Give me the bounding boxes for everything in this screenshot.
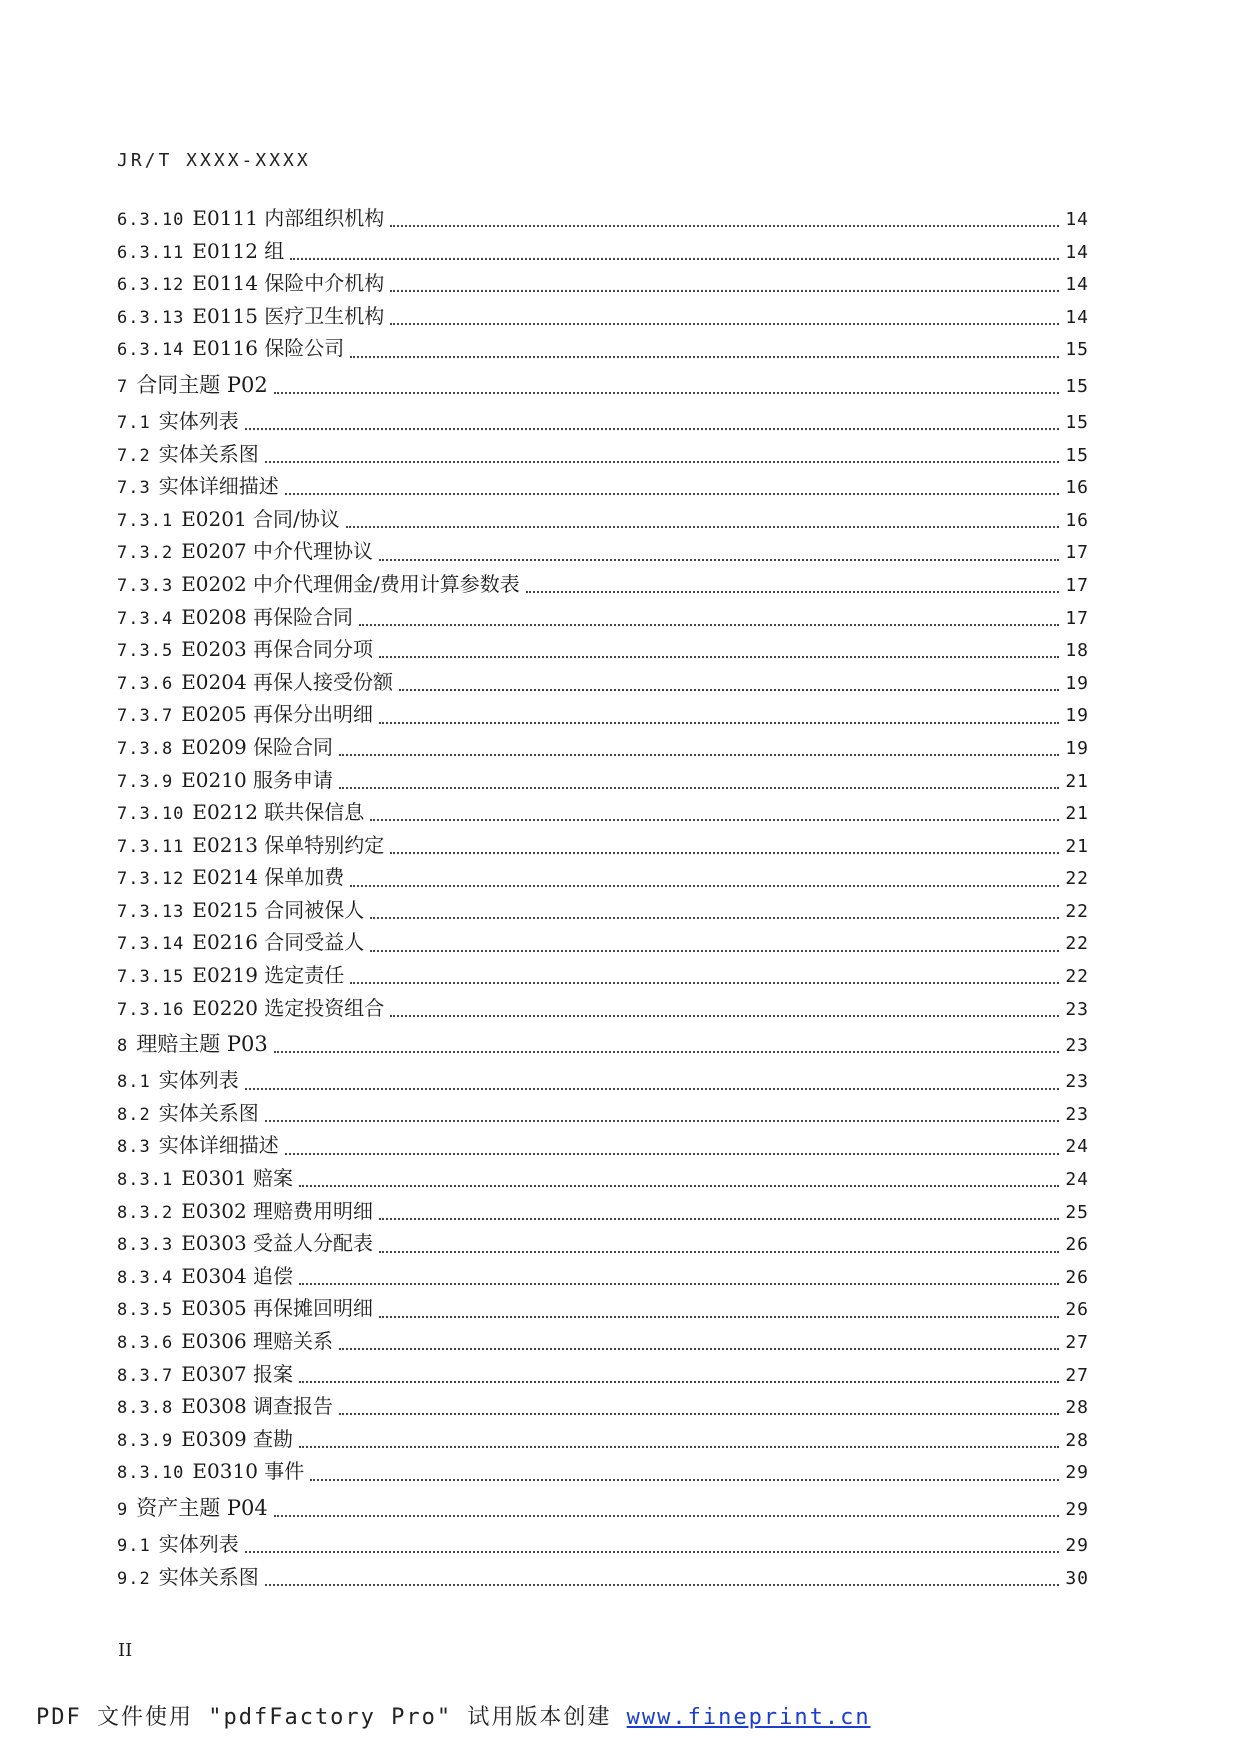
toc-entry[interactable] xyxy=(117,1358,1089,1391)
toc-dot-leader xyxy=(310,1479,1059,1481)
toc-dot-leader xyxy=(245,1088,1059,1090)
toc-entry-page: 14 xyxy=(1065,209,1089,230)
toc-entry-page: 15 xyxy=(1065,375,1089,397)
toc-entry[interactable] xyxy=(117,731,1089,764)
toc-entry[interactable] xyxy=(117,1455,1089,1488)
toc-entry[interactable] xyxy=(117,535,1089,568)
toc-entry-title: E0203 再保合同分项 xyxy=(181,637,374,662)
toc-entry[interactable] xyxy=(117,698,1089,731)
toc-entry-number: 7.2 xyxy=(117,445,151,466)
toc-entry[interactable] xyxy=(117,1097,1089,1130)
toc-dot-leader xyxy=(390,323,1059,325)
toc-dot-leader xyxy=(379,1218,1059,1220)
toc-entry-title: E0214 保单加费 xyxy=(192,865,345,890)
toc-dot-leader xyxy=(299,1381,1059,1383)
toc-entry-number: 7.3.9 xyxy=(117,771,174,792)
toc-entry-title: E0215 合同被保人 xyxy=(192,897,365,922)
toc-entry[interactable] xyxy=(117,267,1089,300)
toc-entry-title: E0310 事件 xyxy=(192,1459,305,1484)
toc-entry-page: 23 xyxy=(1065,1103,1089,1125)
toc-entry-title: E0220 选定投资组合 xyxy=(192,995,385,1020)
toc-entry-number: 7.1 xyxy=(117,412,151,433)
toc-dot-leader xyxy=(245,428,1059,430)
toc-entry[interactable] xyxy=(117,365,1089,405)
toc-dot-leader xyxy=(370,950,1059,952)
toc-entry[interactable] xyxy=(117,1390,1089,1423)
toc-entry[interactable] xyxy=(117,992,1089,1025)
toc-entry[interactable] xyxy=(117,1423,1089,1456)
toc-entry-page: 14 xyxy=(1065,241,1089,263)
toc-entry-number: 9 xyxy=(117,1499,129,1520)
toc-entry-number: 8.3.6 xyxy=(117,1333,174,1353)
toc-dot-leader xyxy=(265,1584,1059,1586)
toc-entry-number: 8.3 xyxy=(117,1137,151,1158)
toc-entry-title: E0213 保单特别约定 xyxy=(192,832,385,857)
toc-entry[interactable] xyxy=(117,861,1089,894)
toc-dot-leader xyxy=(274,1515,1059,1517)
toc-entry-title: E0116 保险公司 xyxy=(192,336,345,361)
toc-entry[interactable] xyxy=(117,332,1089,365)
toc-entry-number: 8.3.4 xyxy=(117,1267,174,1288)
toc-entry-title: E0301 赔案 xyxy=(181,1166,294,1191)
toc-entry[interactable] xyxy=(117,894,1089,927)
toc-dot-leader xyxy=(299,1446,1059,1448)
toc-dot-leader xyxy=(346,526,1059,528)
toc-entry-number: 7.3.7 xyxy=(117,706,174,727)
toc-entry-title: E0219 选定责任 xyxy=(192,963,345,988)
toc-entry-title: E0207 中介代理协议 xyxy=(181,539,374,564)
toc-entry-number: 7.3.6 xyxy=(117,673,174,694)
toc-entry-page: 15 xyxy=(1065,444,1089,466)
toc-dot-leader xyxy=(299,1185,1059,1187)
toc-entry-page: 17 xyxy=(1065,574,1089,596)
toc-entry-number: 8.3.1 xyxy=(117,1170,174,1191)
toc-entry-page: 28 xyxy=(1065,1429,1089,1451)
toc-entry-number: 7.3 xyxy=(117,478,151,499)
toc-dot-leader xyxy=(379,656,1059,658)
toc-entry-title: E0201 合同/协议 xyxy=(181,506,340,531)
toc-entry-title: E0204 再保人接受份额 xyxy=(181,669,394,694)
toc-entry-number: 7.3.3 xyxy=(117,575,174,596)
toc-entry-title: E0205 再保分出明细 xyxy=(181,702,374,727)
toc-entry-page: 15 xyxy=(1065,339,1089,361)
toc-entry-title: E0210 服务申请 xyxy=(181,767,334,792)
toc-entry[interactable] xyxy=(117,959,1089,992)
toc-entry-number: 7 xyxy=(117,376,129,397)
toc-entry-page: 29 xyxy=(1065,1498,1089,1520)
toc-dot-leader xyxy=(350,982,1059,984)
toc-entry[interactable] xyxy=(117,666,1089,699)
toc-entry-title: 资产主题 P04 xyxy=(136,1495,268,1520)
toc-entry[interactable] xyxy=(117,568,1089,601)
toc-entry[interactable] xyxy=(117,1292,1089,1325)
toc-dot-leader xyxy=(285,1153,1059,1155)
toc-entry[interactable] xyxy=(117,470,1089,503)
toc-entry-number: 7.3.8 xyxy=(117,738,174,759)
toc-entry-page: 21 xyxy=(1065,770,1089,792)
toc-entry-number: 8.2 xyxy=(117,1104,151,1125)
toc-entry-page: 23 xyxy=(1065,998,1089,1020)
toc-entry-number: 8.3.9 xyxy=(117,1430,174,1451)
toc-entry-title: E0307 报案 xyxy=(181,1361,294,1386)
toc-dot-leader xyxy=(339,754,1059,756)
toc-entry-number: 8.3.2 xyxy=(117,1202,174,1223)
toc-entry-number: 7.3.11 xyxy=(117,836,185,857)
toc-dot-leader xyxy=(379,722,1059,724)
toc-entry[interactable] xyxy=(117,1260,1089,1293)
toc-entry-page: 16 xyxy=(1065,477,1089,499)
toc-entry[interactable] xyxy=(117,633,1089,666)
toc-entry-number: 6.3.11 xyxy=(117,242,185,263)
watermark-text: PDF 文件使用 "pdfFactory Pro" 试用版本创建 xyxy=(36,1705,627,1730)
toc-entry-number: 7.3.4 xyxy=(117,608,174,629)
toc-dot-leader xyxy=(390,225,1059,227)
table-of-contents xyxy=(117,202,1089,1593)
toc-entry-title: E0308 调查报告 xyxy=(181,1394,334,1419)
toc-entry-page: 22 xyxy=(1065,966,1089,988)
toc-dot-leader xyxy=(350,885,1059,887)
toc-entry[interactable] xyxy=(117,764,1089,797)
toc-entry-number: 6.3.10 xyxy=(117,210,185,230)
toc-entry-number: 7.3.12 xyxy=(117,869,185,890)
toc-entry-number: 6.3.12 xyxy=(117,275,185,296)
toc-entry-title: 实体详细描述 xyxy=(158,474,279,499)
toc-entry[interactable] xyxy=(117,503,1089,536)
toc-entry-title: E0216 合同受益人 xyxy=(192,930,365,955)
toc-entry-number: 9.2 xyxy=(117,1568,151,1589)
toc-entry-number: 8.3.7 xyxy=(117,1365,174,1386)
toc-dot-leader xyxy=(370,819,1059,821)
toc-entry-page: 15 xyxy=(1065,411,1089,433)
toc-entry-number: 6.3.13 xyxy=(117,307,185,328)
toc-entry-title: 实体列表 xyxy=(158,1531,239,1556)
toc-entry-title: E0202 中介代理佣金/费用计算参数表 xyxy=(181,571,520,596)
toc-entry[interactable] xyxy=(117,235,1089,268)
toc-entry-number: 8.3.5 xyxy=(117,1300,174,1321)
toc-entry-title: E0305 再保摊回明细 xyxy=(181,1296,374,1321)
toc-entry-number: 8.3.10 xyxy=(117,1463,185,1484)
toc-entry-title: E0212 联共保信息 xyxy=(192,800,365,825)
toc-entry-title: E0303 受益人分配表 xyxy=(181,1231,374,1256)
toc-entry-title: E0209 保险合同 xyxy=(181,734,334,759)
toc-dot-leader xyxy=(290,258,1059,260)
document-code-header: JR/T XXXX-XXXX xyxy=(117,150,311,171)
toc-entry-page: 14 xyxy=(1065,274,1089,296)
toc-entry[interactable] xyxy=(117,1325,1089,1358)
toc-entry-page: 23 xyxy=(1065,1071,1089,1093)
toc-entry-page: 16 xyxy=(1065,509,1089,531)
toc-dot-leader xyxy=(390,852,1059,854)
toc-entry-page: 23 xyxy=(1065,1035,1089,1057)
toc-entry-number: 7.3.15 xyxy=(117,967,185,988)
toc-entry[interactable] xyxy=(117,1561,1089,1594)
toc-entry[interactable] xyxy=(117,1162,1089,1195)
toc-dot-leader xyxy=(274,392,1059,394)
page-number: II xyxy=(118,1640,133,1661)
toc-entry-title: E0306 理赔关系 xyxy=(181,1329,334,1353)
pdf-watermark xyxy=(36,1700,871,1731)
toc-entry-page: 27 xyxy=(1065,1364,1089,1386)
toc-entry-title: E0112 组 xyxy=(192,238,285,263)
toc-entry-number: 8 xyxy=(117,1036,129,1057)
toc-entry-page: 17 xyxy=(1065,607,1089,629)
toc-entry-page: 19 xyxy=(1065,672,1089,694)
toc-dot-leader xyxy=(245,1551,1059,1553)
toc-dot-leader xyxy=(359,624,1059,626)
toc-entry[interactable] xyxy=(117,1195,1089,1228)
toc-entry-page: 29 xyxy=(1065,1462,1089,1484)
toc-entry-page: 19 xyxy=(1065,705,1089,727)
toc-entry-page: 21 xyxy=(1065,835,1089,857)
toc-entry-title: E0304 追偿 xyxy=(181,1263,294,1288)
toc-entry-page: 22 xyxy=(1065,933,1089,955)
watermark-link[interactable]: www.fineprint.cn xyxy=(626,1705,871,1730)
toc-dot-leader xyxy=(379,1251,1059,1253)
toc-entry-title: E0111 内部组织机构 xyxy=(192,206,385,230)
toc-entry-page: 24 xyxy=(1065,1136,1089,1158)
toc-entry-title: 实体关系图 xyxy=(158,1100,259,1125)
toc-entry-number: 9.1 xyxy=(117,1535,151,1556)
toc-dot-leader xyxy=(274,1051,1059,1053)
toc-entry[interactable] xyxy=(117,926,1089,959)
toc-entry-page: 22 xyxy=(1065,868,1089,890)
toc-entry-title: 合同主题 P02 xyxy=(136,372,268,397)
toc-entry-title: E0309 查勘 xyxy=(181,1426,294,1451)
toc-entry[interactable] xyxy=(117,438,1089,471)
toc-entry-page: 14 xyxy=(1065,306,1089,328)
toc-entry-page: 24 xyxy=(1065,1169,1089,1191)
toc-dot-leader xyxy=(265,1120,1059,1122)
toc-entry-number: 6.3.14 xyxy=(117,340,185,361)
toc-entry[interactable] xyxy=(117,796,1089,829)
toc-entry-number: 7.3.5 xyxy=(117,641,174,662)
toc-entry-number: 7.3.16 xyxy=(117,999,185,1020)
toc-entry-title: E0115 医疗卫生机构 xyxy=(192,303,385,328)
toc-entry[interactable] xyxy=(117,1024,1089,1064)
toc-dot-leader xyxy=(390,1015,1059,1017)
toc-dot-leader xyxy=(339,1413,1059,1415)
toc-entry-number: 7.3.14 xyxy=(117,934,185,955)
toc-entry-number: 7.3.13 xyxy=(117,901,185,922)
toc-dot-leader xyxy=(339,787,1059,789)
toc-entry-page: 21 xyxy=(1065,803,1089,825)
toc-entry[interactable] xyxy=(117,1488,1089,1528)
toc-dot-leader xyxy=(370,917,1059,919)
toc-entry-page: 25 xyxy=(1065,1201,1089,1223)
toc-entry[interactable] xyxy=(117,1528,1089,1561)
toc-entry[interactable] xyxy=(117,829,1089,862)
toc-entry-page: 28 xyxy=(1065,1397,1089,1419)
toc-entry-title: 实体详细描述 xyxy=(158,1133,279,1158)
toc-dot-leader xyxy=(390,290,1059,292)
toc-entry[interactable] xyxy=(117,202,1089,235)
toc-entry-page: 26 xyxy=(1065,1299,1089,1321)
toc-entry-page: 30 xyxy=(1065,1567,1089,1589)
toc-entry[interactable] xyxy=(117,601,1089,634)
toc-entry-page: 17 xyxy=(1065,542,1089,564)
toc-entry-title: E0208 再保险合同 xyxy=(181,604,354,629)
toc-dot-leader xyxy=(299,1283,1059,1285)
toc-entry-title: 实体列表 xyxy=(158,408,239,433)
toc-entry-page: 27 xyxy=(1065,1332,1089,1353)
toc-entry-number: 8.1 xyxy=(117,1072,151,1093)
toc-entry-number: 8.3.8 xyxy=(117,1398,174,1419)
toc-entry[interactable] xyxy=(117,300,1089,333)
toc-dot-leader xyxy=(399,689,1059,691)
toc-entry-number: 7.3.1 xyxy=(117,510,174,531)
toc-entry-page: 26 xyxy=(1065,1266,1089,1288)
toc-dot-leader xyxy=(339,1348,1059,1350)
toc-dot-leader xyxy=(526,591,1059,593)
toc-entry[interactable] xyxy=(117,1129,1089,1162)
toc-dot-leader xyxy=(350,356,1059,358)
toc-entry-title: E0114 保险中介机构 xyxy=(192,271,385,296)
toc-entry-page: 26 xyxy=(1065,1234,1089,1256)
toc-dot-leader xyxy=(379,559,1059,561)
toc-entry-number: 7.3.2 xyxy=(117,543,174,564)
toc-entry-number: 7.3.10 xyxy=(117,804,185,825)
toc-entry[interactable] xyxy=(117,1064,1089,1097)
toc-entry[interactable] xyxy=(117,1227,1089,1260)
toc-entry-title: 实体关系图 xyxy=(158,441,259,466)
toc-entry-title: 实体列表 xyxy=(158,1068,239,1093)
toc-entry-page: 22 xyxy=(1065,900,1089,922)
toc-entry-number: 8.3.3 xyxy=(117,1235,174,1256)
toc-dot-leader xyxy=(285,493,1059,495)
toc-entry-page: 18 xyxy=(1065,640,1089,662)
toc-entry-page: 19 xyxy=(1065,737,1089,759)
toc-entry-title: 实体关系图 xyxy=(158,1564,259,1589)
toc-dot-leader xyxy=(379,1316,1059,1318)
toc-entry-title: E0302 理赔费用明细 xyxy=(181,1198,374,1223)
toc-entry-page: 29 xyxy=(1065,1534,1089,1556)
toc-entry[interactable] xyxy=(117,405,1089,438)
toc-dot-leader xyxy=(265,461,1059,463)
toc-entry-title: 理赔主题 P03 xyxy=(136,1032,268,1057)
